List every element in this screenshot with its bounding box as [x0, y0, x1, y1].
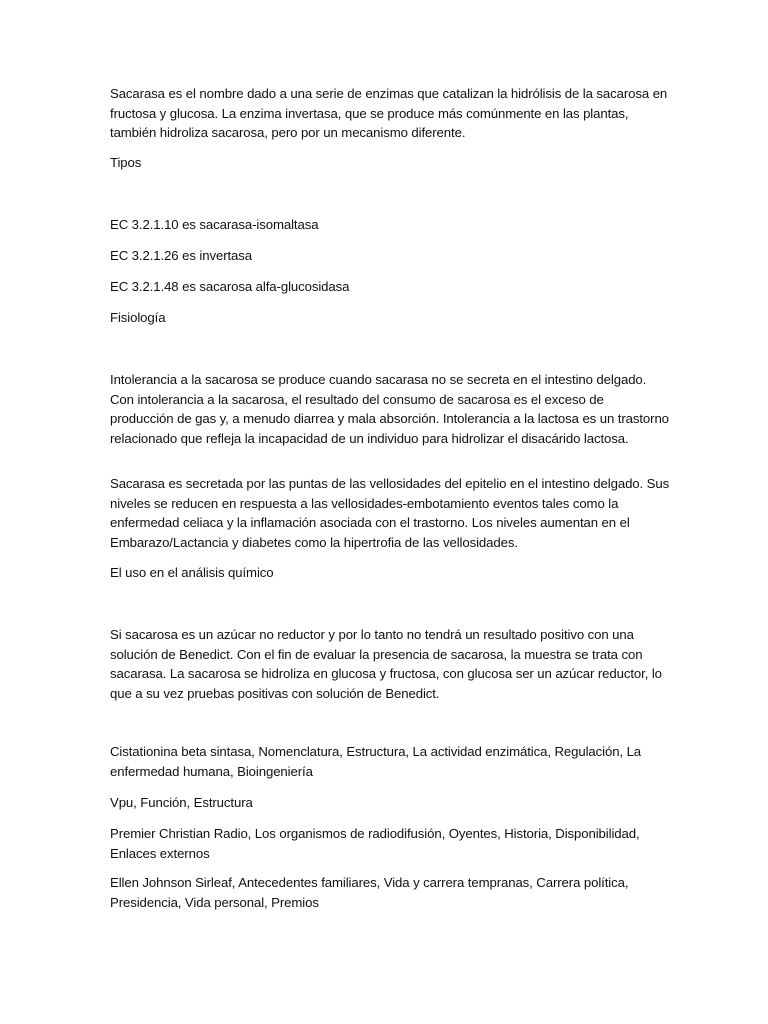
intro-paragraph: Sacarasa es el nombre dado a una serie de enzimas que catalizan la hidrólisis de la sacarosa en fructosa y glucosa. La enzima invertasa, que se produce más comúnmente en las plantas, también hidroliza sacarosa, pero por un mecanismo diferente.	[110, 86, 668, 140]
physiology-paragraph-1: Intolerancia a la sacarosa se produce cuando sacarasa no se secreta en el intestino delgado. Con intolerancia a la sacarosa, el resultado del consumo de sacarosa es el exceso de producción de gas y, a menudo diarrea y mala absorción. Intolerancia a la lactosa es un trastorno relacionado que refleja la incapacidad de un individuo para hidrolizar el disacárido lactosa.	[110, 372, 669, 446]
section-heading-uso: El uso en el análisis químico	[110, 565, 274, 580]
related-topic: Premier Christian Radio, Los organismos de radiodifusión, Oyentes, Historia, Disponibilidad, Enlaces externos	[110, 826, 640, 861]
type-item: EC 3.2.1.26 es invertasa	[110, 248, 253, 263]
related-topic: Cistationina beta sintasa, Nomenclatura, Estructura, La actividad enzimática, Regulación, La enfermedad humana, Bioingeniería	[110, 744, 642, 779]
type-item: EC 3.2.1.10 es sacarasa-isomaltasa	[110, 217, 319, 232]
related-topic: Vpu, Función, Estructura	[110, 795, 253, 810]
chemical-use-paragraph: Si sacarosa es un azúcar no reductor y por lo tanto no tendrá un resultado positivo con una solución de Benedict. Con el fin de evaluar la presencia de sacarosa, la muestra se trata con sacarasa. La sacarosa se hidroliza en glucosa y fructosa, con glucosa ser un azúcar reductor, lo que a su vez pruebas positivas con solución de Benedict.	[110, 627, 662, 701]
section-heading-fisiologia: Fisiología	[110, 310, 166, 325]
physiology-paragraph-2: Sacarasa es secretada por las puntas de las vellosidades del epitelio en el intestino delgado. Sus niveles se reducen en respuesta a las vellosidades-embotamiento eventos tales como la enfermedad celiaca y la inflamación asociada con el trastorno. Los niveles aumentan en el Embarazo/Lactancia y diabetes como la hipertrofia de las vellosidades.	[110, 476, 670, 550]
type-item: EC 3.2.1.48 es sacarosa alfa-glucosidasa	[110, 279, 350, 294]
related-topic: Ellen Johnson Sirleaf, Antecedentes familiares, Vida y carrera tempranas, Carrera política, Presidencia, Vida personal, Premios	[110, 875, 629, 910]
section-heading-tipos: Tipos	[110, 155, 142, 170]
